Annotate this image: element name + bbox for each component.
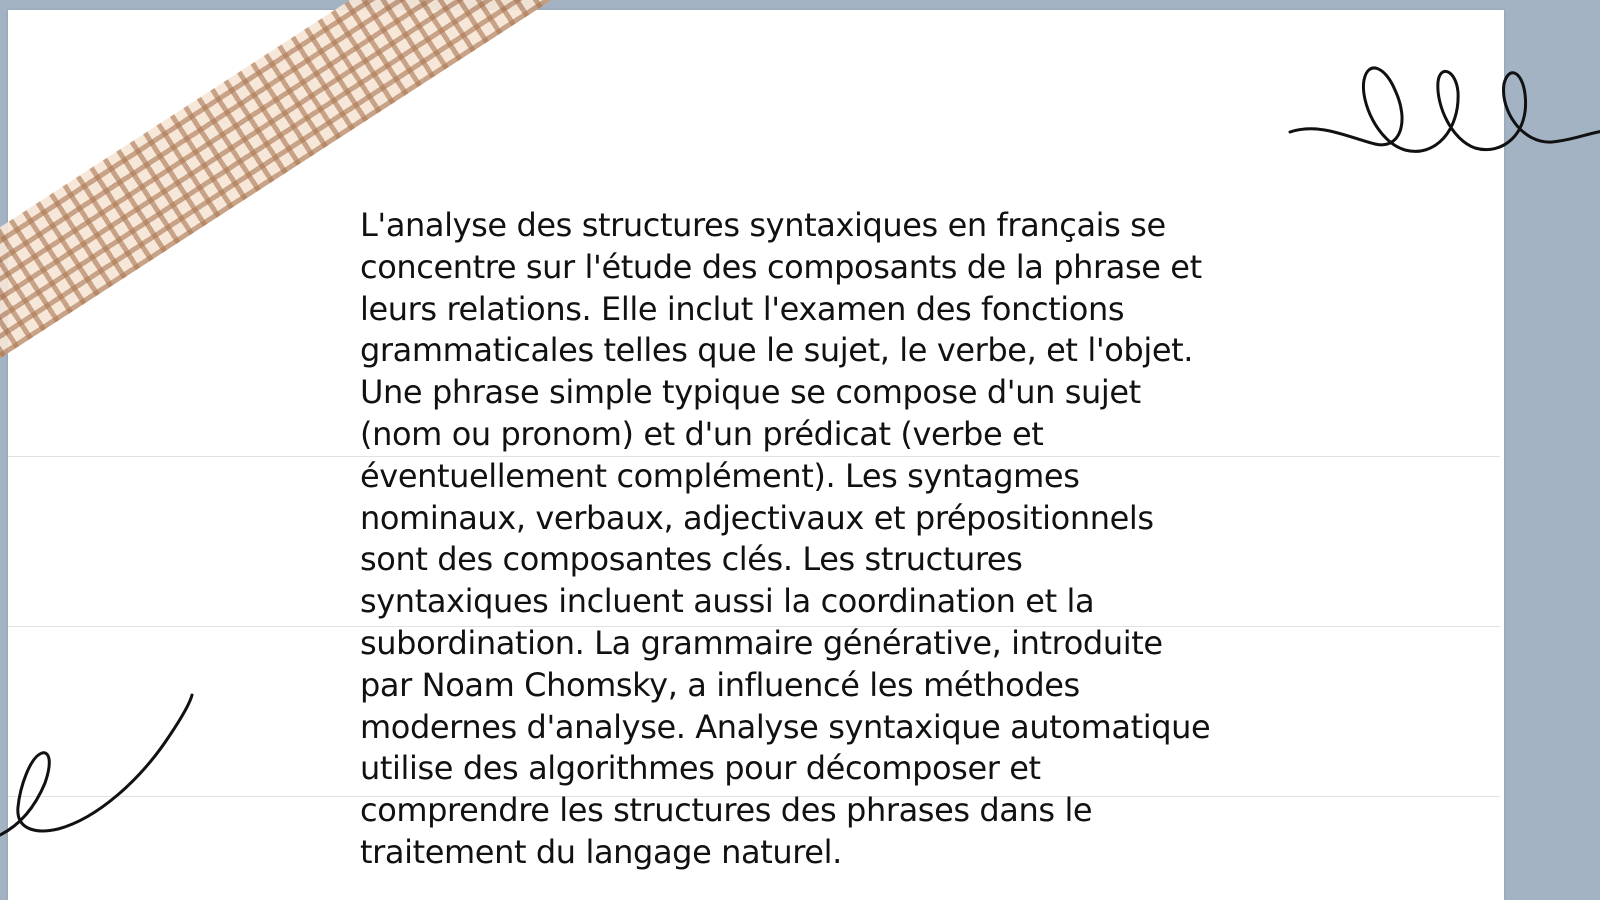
paragraph-line: éventuellement complément). Les syntagmes <box>360 456 1080 495</box>
paragraph-line: traitement du langage naturel. <box>360 832 842 871</box>
paragraph-line: leurs relations. Elle inclut l'examen des fonctions <box>360 289 1125 328</box>
loop-squiggle-decoration <box>1290 30 1600 170</box>
paragraph-line: utilise des algorithmes pour décomposer et <box>360 749 1041 788</box>
paragraph-line: comprendre les structures des phrases dans le <box>360 791 1093 830</box>
paragraph-line: sont des composantes clés. Les structures <box>360 540 1023 579</box>
main-paragraph <box>360 205 1260 874</box>
paragraph-line: par Noam Chomsky, a influencé les méthodes <box>360 665 1080 704</box>
paragraph-line: modernes d'analyse. Analyse syntaxique automatique <box>360 707 1211 746</box>
paragraph-line: grammaticales telles que le sujet, le verbe, et l'objet. <box>360 331 1194 370</box>
paragraph-line: subordination. La grammaire générative, introduite <box>360 623 1163 662</box>
paragraph-line: syntaxiques incluent aussi la coordination et la <box>360 582 1095 621</box>
paragraph-line: Une phrase simple typique se compose d'un sujet <box>360 373 1141 412</box>
paragraph-line: nominaux, verbaux, adjectivaux et prépositionnels <box>360 498 1154 537</box>
paragraph-line: L'analyse des structures syntaxiques en français se <box>360 206 1166 244</box>
paragraph-line: concentre sur l'étude des composants de la phrase et <box>360 247 1202 286</box>
paragraph-line: (nom ou pronom) et d'un prédicat (verbe et <box>360 414 1044 453</box>
checkmark-squiggle-decoration <box>0 695 200 845</box>
